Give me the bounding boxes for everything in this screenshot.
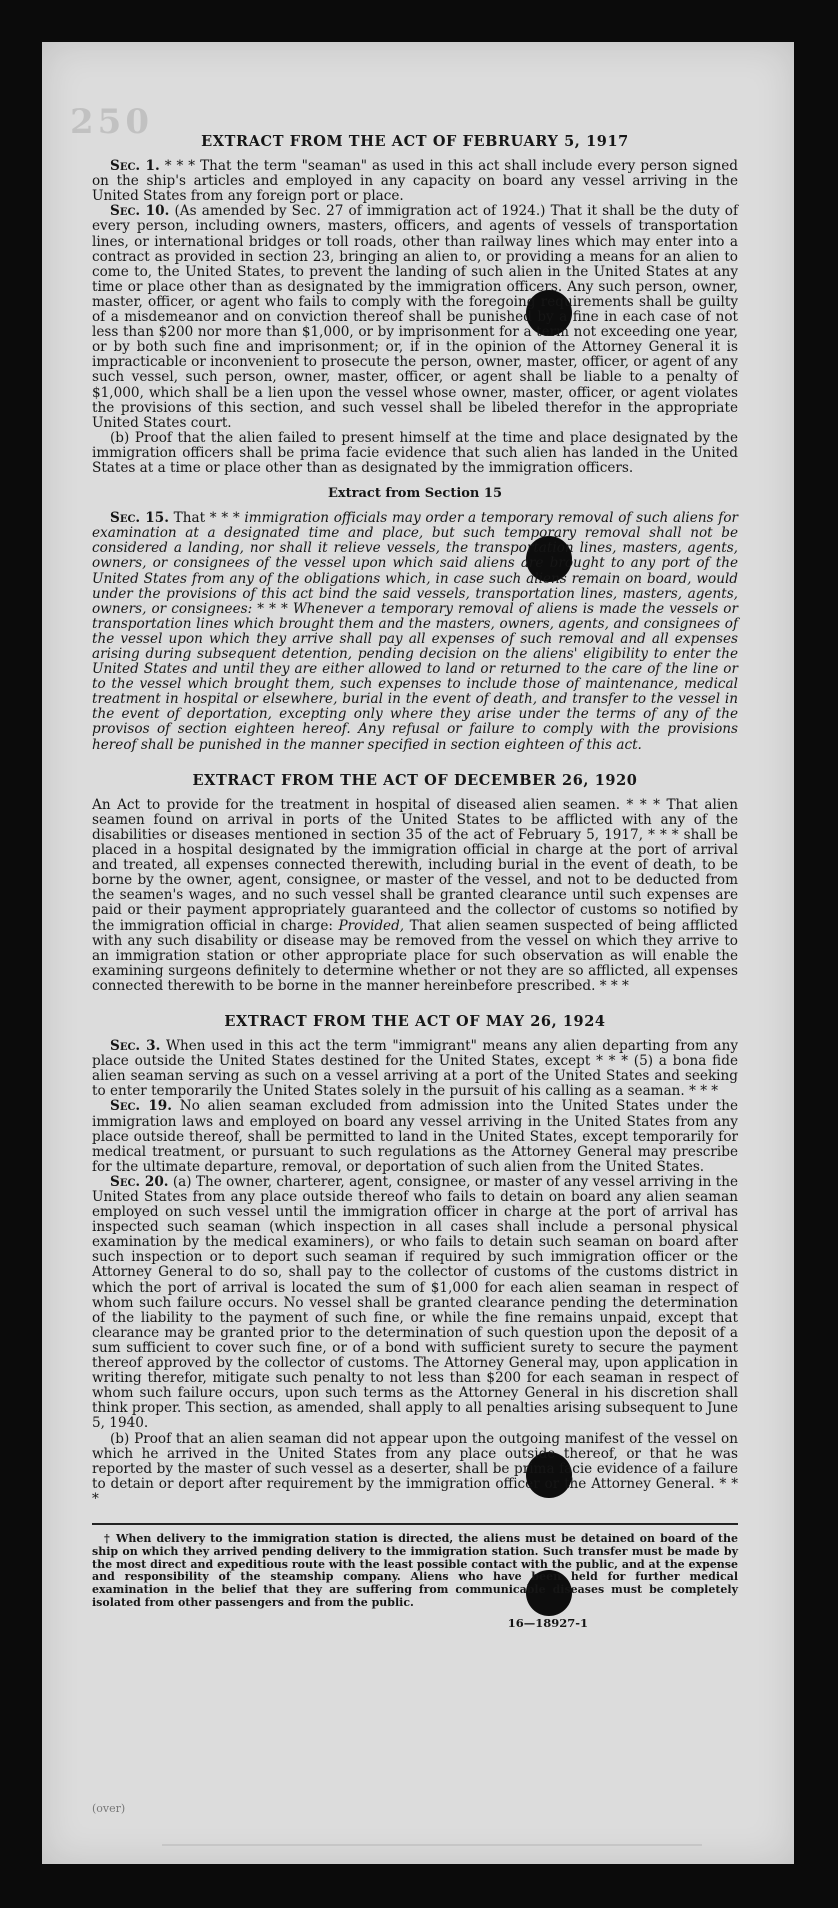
faded-stamp-number: 250 <box>70 102 153 142</box>
paragraph-act-1920 <box>92 798 738 994</box>
paragraph-text-tail: That alien seamen suspected of being afflicted with any such disability or disease may be removed from the vessel on which they arrive to an immigration station or other appropriate place for such observation as will enable the examining surgeons definitely to determine whether or not they are so afflicted, all expenses connected therewith to be borne in the manner hereinbefore prescribed. * * * <box>92 917 739 994</box>
footnote-divider <box>92 1523 738 1525</box>
paragraph-sec-20-b: (b) Proof that an alien seaman did not appear upon the outgoing manifest of the vessel on which he arrived in the United States from any place outside thereof, or that he was reported by the master of such vessel as a deserter, shall be prima facie evidence of a failure to detain or deport after requirement by the immigration officer or the Attorney General. * * * <box>92 1430 738 1507</box>
paragraph-italic-text: immigration officials may order a temporary removal of such aliens for examination at a designated time and place, but such temporary removal shall not be considered a landing, nor shall it relieve vessels, the transportation lines, masters, agents, owners, or consignees of the vessel upon which said aliens are brought to any port of the United States from any of the obligations which, in case such aliens remain on board, would under the provisions of this act bind the said vessels, transportation lines, masters, agents, owners, or consignees: * * * Whenever a temporary removal of aliens is made the vessels or transportation lines which brought them and the masters, owners, agents, and consignees of the vessel upon which they arrive shall pay all expenses of such removal and all expenses arising during subsequent detention, pending decision on the aliens' eligibility to enter the United States and until they are either allowed to land or returned to the care of the line or to the vessel which brought them, such expenses to include those of maintenance, medical treatment in hospital or elsewhere, burial in the event of death, and transfer to the vessel in the event of deportation, excepting only where they arise under the terms of any of the provisos of section eighteen hereof. Any refusal or failure to comply with the provisions hereof shall be punished in the manner specified in section eighteen of this act. <box>92 510 739 753</box>
document-page <box>42 42 794 1864</box>
paragraph-text: No alien seaman excluded from admission into the United States under the immigration laws and employed on board any vessel arriving in the United States from any place outside thereof, shall be permitted to land in the United States, except temporarily for medical treatment, or pursuant to such regulations as the Attorney General may prescribe for the ultimate departure, removal, or deportation of such alien from the United States. <box>92 1098 738 1175</box>
paragraph-sec-20 <box>92 1175 738 1432</box>
paragraph-sec-15 <box>92 511 738 753</box>
proviso-word: Provided, <box>338 917 405 934</box>
heading-act-1924: EXTRACT FROM THE ACT OF MAY 26, 1924 <box>224 1012 606 1030</box>
heading-section-15: Extract from Section 15 <box>327 486 503 502</box>
paragraph-text: An Act to provide for the treatment in hospital of diseased alien seamen. * * * That alien seamen found on arrival in ports of the United States to be afflicted with any of the disabilities or diseases mentioned in section 35 of the act of February 5, 1917, * * * shall be placed in a hospital designated by the immigration official in charge at the port of arrival and treated, all expenses connected therewith, including burial in the event of death, to be borne by the owner, agent, consignee, or master of the vessel, and not to be deducted from the seamen's wages, and no such vessel shall be granted clearance until such expenses are paid or their payment appropriately guaranteed and the collector of customs so notified by the immigration official in charge: <box>92 796 738 934</box>
paragraph-text: (As amended by Sec. 27 of immigration act of 1924.) That it shall be the duty of every person, including owners, masters, officers, and agents of vessels of transportation lines, or international bridges or toll roads, other than railway lines which may enter into a contract as provided in section 23, bringing an alien to, or providing a means for an alien to come to, the United States, to prevent the landing of such alien in the United States at any time or place other than as designated by the immigration officers. Any such person, owner, master, officer, or agent who fails to comply with the foregoing requirements shall be guilty of a misdemeanor and on conviction thereof shall be punished by a fine in each case of not less than $200 nor more than $1,000, or by imprisonment for a term not exceeding one year, or by both such fine and imprisonment; or, if in the opinion of the Attorney General it is impracticable or inconvenient to prosecute the person, owner, master, officer, or agent of any such vessel, such person, owner, master, officer, or agent shall be liable to a penalty of $1,000, which shall be a lien upon the vessel whose owner, master, officer, or agent violates the provisions of this section, and such vessel shall be libeled therefor in the appropriate United States court. <box>92 203 739 431</box>
section-label: Sec. 10. <box>110 203 170 220</box>
paragraph-text: When used in this act the term "immigrant" means any alien departing from any place outside the United States destined for the United States, except * * * (5) a bona fide alien seaman serving as such on a vessel arriving at a port of the United States and seeking to enter temporarily the United States solely in the pursuit of his calling as a seaman. * * * <box>92 1038 739 1100</box>
margin-mark: (over) <box>92 1802 126 1815</box>
paragraph-lead: That * * * <box>168 510 245 527</box>
paragraph-sec-1 <box>92 159 738 204</box>
section-label: Sec. 15. <box>110 510 169 527</box>
section-label: Sec. 3. <box>110 1038 161 1055</box>
section-label: Sec. 1. <box>110 158 160 175</box>
document-body <box>92 134 738 1631</box>
section-label: Sec. 20. <box>110 1173 169 1190</box>
paragraph-sec-19 <box>92 1099 738 1174</box>
paragraph-text: (a) The owner, charterer, agent, consignee, or master of any vessel arriving in the United States from any place outside thereof who fails to detain on board any alien seaman employed on such vessel until the immigration officer in charge at the port of arrival has inspected such seaman (which inspection in all cases shall include a personal physical examination by the medical examiners), or who fails to detain such seaman on board after such inspection or to deport such seaman if required by such immigration officer or the Attorney General to do so, shall pay to the collector of customs of the customs district in which the port of arrival is located the sum of $1,000 for each alien seaman in respect of whom such failure occurs. No vessel shall be granted clearance pending the determination of the liability to the payment of such fine, or while the fine remains unpaid, except that clearance may be granted prior to the determination of such question upon the deposit of a sum sufficient to cover such fine, or of a bond with sufficient surety to secure the payment thereof approved by the collector of customs. The Attorney General may, upon application in writing therefor, mitigate such penalty to not less than $200 for each seaman in respect of whom such failure occurs, upon such terms as the Attorney General in his discretion shall think proper. This section, as amended, shall apply to all penalties arising subsequent to June 5, 1940. <box>92 1173 738 1432</box>
form-code: 16—18927-1 <box>507 1615 588 1630</box>
section-label: Sec. 19. <box>110 1098 172 1115</box>
heading-act-1920: EXTRACT FROM THE ACT OF DECEMBER 26, 1920 <box>192 771 638 789</box>
faded-bottom-line <box>162 1844 702 1846</box>
footnote: † When delivery to the immigration station is directed, the aliens must be detained on board of the ship on which they arrived pending delivery to the immigration station. Such transfer must be made by the most direct and expeditious route with the least possible contact with the public, and at the expense and responsibility of the steamship company. Aliens who have been held for further medical examination in the belief that they are suffering from communicable diseases must be completely isolated from other passengers and from the public. <box>92 1531 738 1609</box>
paragraph-sec-10 <box>92 204 738 430</box>
paragraph-text: * * * That the term "seaman" as used in this act shall include every person signed on the ship's articles and employed in any capacity on board any vessel arriving in the United States from any foreign port or place. <box>92 158 739 205</box>
heading-act-1917: EXTRACT FROM THE ACT OF FEBRUARY 5, 1917 <box>201 133 629 150</box>
paragraph-sec-10-b: (b) Proof that the alien failed to present himself at the time and place designated by the immigration officers shall be prima facie evidence that such alien has landed in the United States at a time or place other than as designated by the immigration officers. <box>92 429 738 476</box>
paragraph-sec-3 <box>92 1039 738 1099</box>
